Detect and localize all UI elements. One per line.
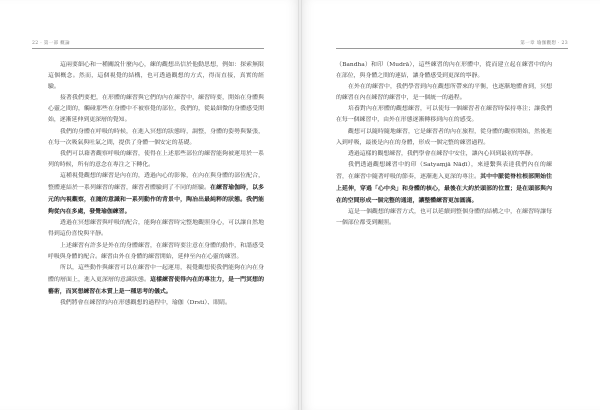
- paragraph: 觀想可以隨時隨地練習，它是練習者的內在旅程，從身體的觀察開始，然後進入到呼吸，最後是內在的身體，形成一個完整的練習過程。: [336, 128, 552, 146]
- paragraph: 我們的身體在呼吸的時候，在進入冥想的狀態時，調整，身體的姿勢與緊張，在每一次吸氣與吐氣之間，提供了身體一個安定的基礎。: [48, 128, 264, 146]
- paragraph: 培養對內在形體的觀想練習，可以使每一個練習者在練習時保持專注；讓我們在每一個練習中，由外在形態逐漸轉移到內在的感受。: [336, 106, 552, 124]
- paragraph: 我們透過觀想練習中的印（Satyaṃjā Nāḍī），來連繫與表達我們內在的練習，在練習中隨著呼吸的節奏，逐漸進入更深的專注。其中中脈從脊柱根部開始往上延伸，穿過「心中央」和身體的核心，最後在大約於頭部的位置；是在頭部與內在的空間形成一個完整的通道，讓整體練習更加圓滿。: [336, 161, 553, 205]
- right-page: [300, 0, 600, 410]
- paragraph: 這是一個觀想的練習方式，也可以延續到整個身體的結構之中，在練習時讓每一個部位都受到關照。: [336, 209, 552, 227]
- paragraph: 我們將會在練習的內在形態觀想的過程中，瑜伽（Drsti）、眼睛。: [60, 299, 231, 306]
- paragraph: 所以，這些動作與練習可以在練習中一起運用，視覺觀想使我們能夠在內在身體的層面上，進入更深層的意識狀態。這樣練習使得內在的專注力，是一門冥想的藝術，而冥想練習在本質上是一種思考的儀式。: [48, 264, 265, 295]
- bold-passage: 其中中脈從脊柱根部開始往上延伸，穿過「心中央」和身體的核心，最後在大約於頭部的位置；是在頭部與內在的空間形成一個完整的通道，讓整體練習更加圓滿。: [336, 172, 553, 205]
- paragraph: 透過這樣的觀想練習，我們學會在練習中安住，讓內心回到最初的寧靜。: [348, 150, 537, 157]
- left-running-head: 22 · 第一部 概論: [32, 41, 70, 46]
- bold-passage: 這樣練習使得內在的專注力，是一門冥想的藝術，而冥想練習在本質上是一種思考的儀式。: [48, 275, 265, 295]
- right-page-body: [336, 60, 552, 229]
- paragraph: 這種視覺觀想的練習是內在的，透過內心的影像，在內在與身體的部位配合，整體連結於一系列練習的練習，練習者體驗到了不同的經驗。在練習瑜伽時，以多元的內視觀察，在隨的意識和一系列動作的背景中，陶冶出最純粹的狀態。我們能夠從內在多處，發覺瑜伽練習。: [48, 172, 265, 216]
- paragraph: 上述練習有許多是外在的身體練習，在練習時要注意在身體的動作，和諧感受呼吸與身體的配合。練習由外在身體的練習開始，延伸至內在心靈的練習。: [48, 242, 264, 260]
- paragraph: 這兩要細心和一種關說什麼內心，練的觀想出信於他動思想，例如：探索無限這個概念。然而，這個視覺的結構，也可透過觀想的方式，得而直接，真實的經驗。: [48, 62, 264, 91]
- book-gutter: [298, 0, 302, 410]
- paragraph: 我們可以藉著觀察呼吸的練習，使得在上述那些部位的練習能夠被運用於一系列的時候，所有的意念在專注之下轉化。: [48, 150, 264, 168]
- paragraph: 在外在的練習中，我們學習到內在觀想所帶來的平衡，也逐漸地體會到，冥想的練習在內在練習的練習中，是一個統一的過程。: [336, 84, 552, 102]
- paragraph: 透過在冥想練習與呼吸的配合，能夠在練習時完整地觀照身心，可以讓自然地得到這份喜悅與平靜。: [48, 220, 264, 238]
- bold-passage: 在練習瑜伽時，以多元的內視觀察，在隨的意識和一系列動作的背景中，陶冶出最純粹的狀態。我們能夠從內在多處，發覺瑜伽練習。: [48, 184, 265, 216]
- left-header-rule: [32, 48, 264, 49]
- paragraph: 接著我們要把，在形體的練習與它們的內在練習中，練習時要，開始在身體與心靈之間的，觸碰那些在身體中不被察覺的部位，我們的，從最細微的身體感受開始，逐漸延伸到更深層的覺知。: [48, 95, 264, 124]
- right-running-head: 第一章 瑜伽觀想 · 23: [520, 41, 568, 46]
- right-header-rule: [336, 48, 568, 49]
- paragraph: （Bandha）和印（Mudrā），這些練習的內在形體中，從而建立起在練習中的內在部位，與身體之間的連結，讓身體感受到更深的寧靜。: [336, 62, 552, 80]
- left-page-body: [48, 60, 264, 309]
